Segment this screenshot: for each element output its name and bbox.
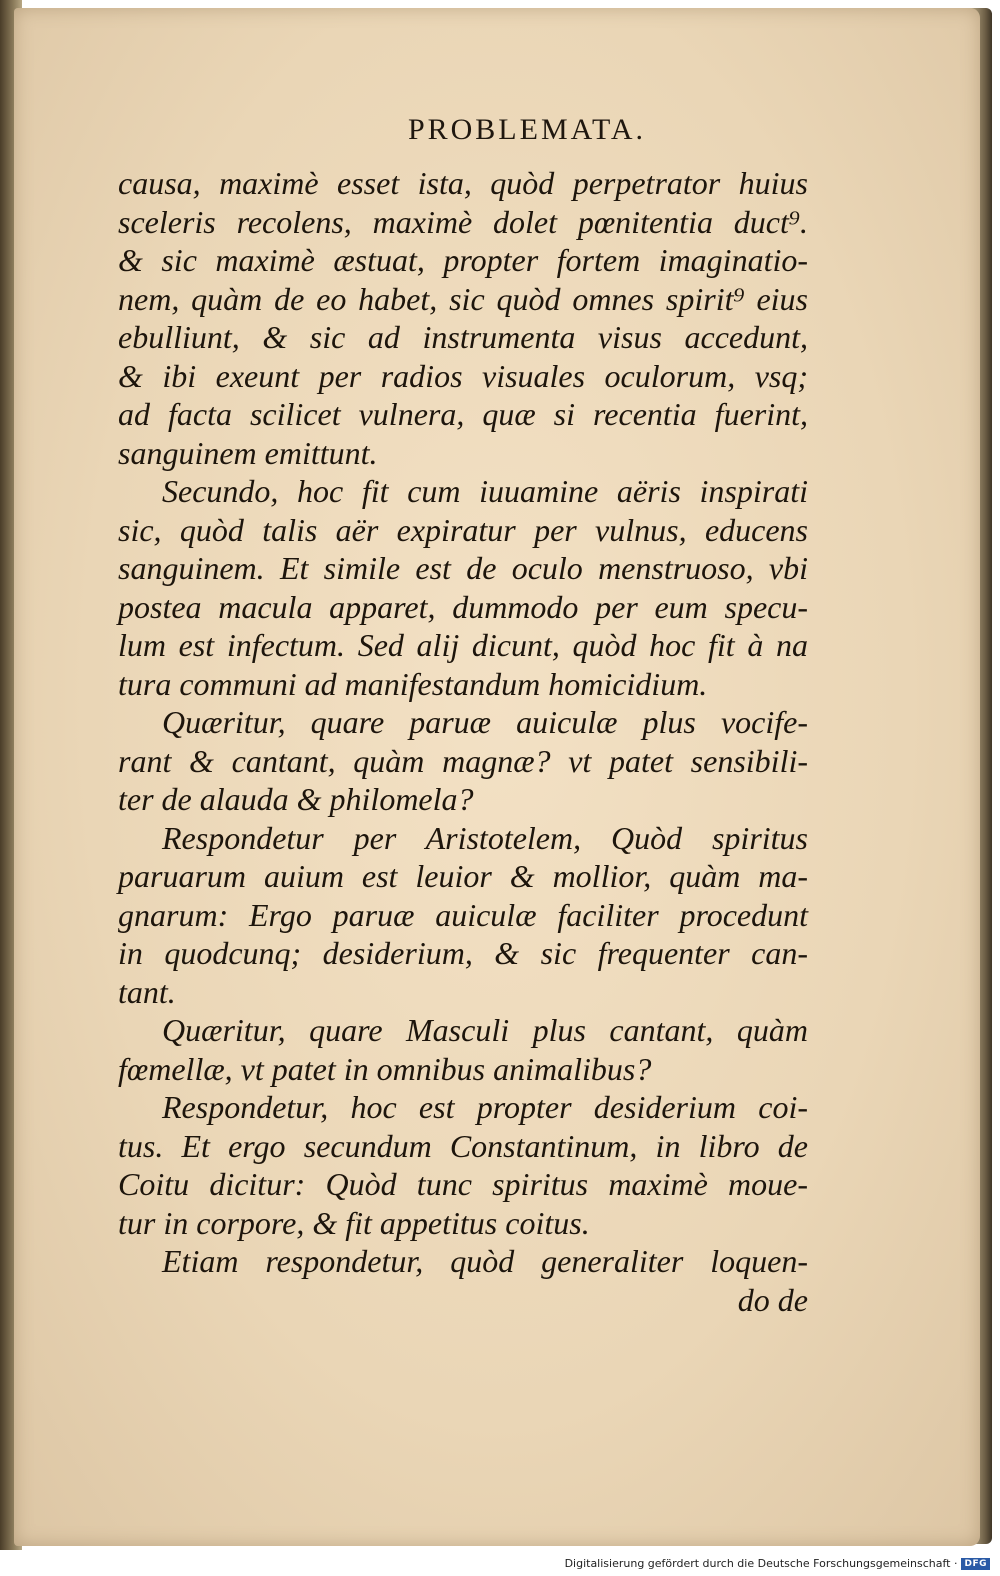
text-line: lum est infectum. Sed alij dicunt, quòd hoc fit à na [118, 627, 808, 663]
dfg-logo: DFG [961, 1558, 990, 1570]
text-line: tant. [118, 973, 176, 1010]
text-line: sanguinem emittunt. [118, 434, 378, 471]
text-line: tur in corpore, & fit appetitus coitus. [118, 1204, 590, 1241]
text-line: ebulliunt, & sic ad instrumenta visus accedunt, [118, 319, 808, 355]
text-line: & ibi exeunt per radios visuales oculorum, vsq; [118, 357, 808, 394]
text-line: paruarum auium est leuior & mollior, quàm ma- [118, 858, 808, 894]
text-line: Respondetur, hoc est propter desiderium coi- [162, 1089, 808, 1125]
text-line: & sic maximè æstuat, propter fortem imaginatio- [118, 242, 808, 278]
text-line: fœmellæ, vt patet in omnibus animalibus? [118, 1050, 652, 1087]
text-line: sic, quòd talis aër expiratur per vulnus, educens [118, 511, 808, 548]
text-line: tura communi ad manifestandum homicidium. [118, 665, 708, 702]
text-line: ad facta scilicet vulnera, quæ si recentia fuerint, [118, 396, 808, 432]
text-line: Respondetur per Aristotelem, Quòd spiritus [162, 819, 808, 856]
text-line: do de [737, 1281, 808, 1318]
text-line: Quæritur, quare paruæ auiculæ plus vocife- [162, 704, 808, 740]
book-page [14, 8, 980, 1546]
text-line: Etiam respondetur, quòd generaliter loquen- [162, 1243, 808, 1279]
text-line: in quodcunq; desiderium, & sic frequenter can- [118, 935, 808, 971]
text-line: Quæritur, quare Masculi plus cantant, quàm [162, 1012, 808, 1048]
text-line: sceleris recolens, maximè dolet pœnitentia duct⁹. [118, 203, 808, 240]
text-line: gnarum: Ergo paruæ auiculæ faciliter procedunt [118, 896, 808, 933]
text-line: causa, maximè esset ista, quòd perpetrator huius [118, 165, 808, 201]
text-line: ter de alauda & philomela? [118, 781, 474, 817]
body-text [118, 164, 808, 1319]
text-line: sanguinem. Et simile est de oculo menstruoso, vbi [118, 550, 808, 586]
footer-credit-text: Digitalisierung gefördert durch die Deutsche Forschungsgemeinschaft · [564, 1557, 958, 1570]
digitization-footer [565, 1557, 990, 1570]
text-line: Secundo, hoc fit cum iuuamine aëris inspirati [162, 473, 808, 509]
text-line: tus. Et ergo secundum Constantinum, in libro de [118, 1127, 808, 1164]
running-head: PROBLEMATA. [407, 113, 647, 146]
text-line: postea macula apparet, dummodo per eum specu- [118, 588, 808, 625]
text-line: nem, quàm de eo habet, sic quòd omnes spirit⁹ eius [118, 280, 808, 317]
text-line: Coitu dicitur: Quòd tunc spiritus maximè moue- [118, 1166, 808, 1202]
text-line: rant & cantant, quàm magnæ? vt patet sensibili- [118, 742, 808, 779]
